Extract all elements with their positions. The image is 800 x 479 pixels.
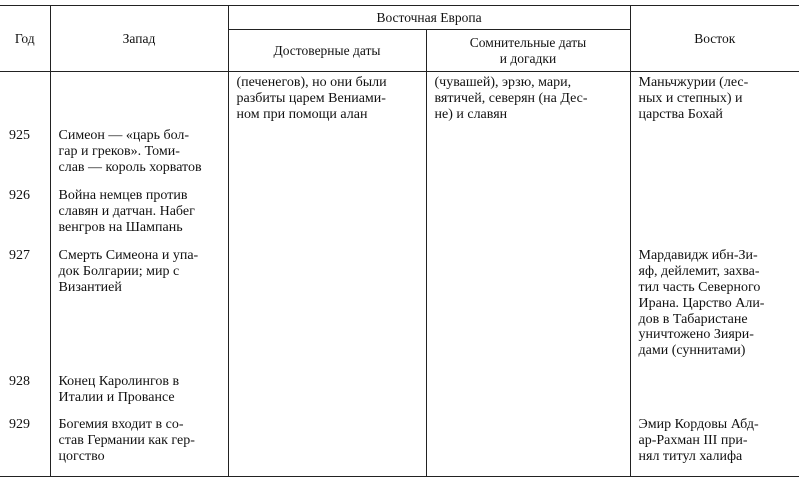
reliable-dates-cell <box>228 125 426 185</box>
header-doubtful-dates: Сомнительные даты и догадки <box>426 30 630 72</box>
table-row <box>0 72 799 126</box>
year-cell: 925 <box>0 125 50 185</box>
west-cell: Симеон — «царь бол- гар и греков». Томи- слав — король хорватов <box>50 125 228 185</box>
table-body <box>0 72 799 477</box>
reliable-dates-cell <box>228 414 426 476</box>
west-cell: Смерть Симеона и упа- док Болгарии; мир с Византией <box>50 245 228 371</box>
doubtful-dates-cell <box>426 125 630 185</box>
east-cell: Эмир Кордовы Абд- ар-Рахман III при- нял титул халифа <box>630 414 799 476</box>
table-row <box>0 245 799 371</box>
header-east: Восток <box>630 6 799 72</box>
reliable-dates-cell: (печенегов), но они были разбиты царем Вениами- ном при помощи алан <box>228 72 426 126</box>
west-cell <box>50 72 228 126</box>
east-cell: Мардавидж ибн-Зи- яф, дейлемит, захва- тил часть Северного Ирана. Царство Али- дов в Табаристане уничтожено Зияри- дами (суннитами) <box>630 245 799 371</box>
header-year: Год <box>0 6 50 72</box>
east-cell <box>630 371 799 414</box>
reliable-dates-cell <box>228 245 426 371</box>
table-row <box>0 371 799 414</box>
header-eastern-europe: Восточная Европа <box>228 6 630 30</box>
doubtful-dates-cell <box>426 245 630 371</box>
header-west: Запад <box>50 6 228 72</box>
table-row <box>0 414 799 476</box>
table-header <box>0 6 799 72</box>
doubtful-dates-cell: (чувашей), эрзю, мари, вятичей, северян (на Дес- не) и славян <box>426 72 630 126</box>
table-row <box>0 185 799 245</box>
table-row <box>0 125 799 185</box>
east-cell <box>630 125 799 185</box>
chronology-table <box>0 5 799 477</box>
doubtful-dates-cell <box>426 371 630 414</box>
doubtful-dates-cell <box>426 414 630 476</box>
doubtful-dates-cell <box>426 185 630 245</box>
reliable-dates-cell <box>228 371 426 414</box>
reliable-dates-cell <box>228 185 426 245</box>
year-cell: 928 <box>0 371 50 414</box>
west-cell: Конец Каролингов в Италии и Провансе <box>50 371 228 414</box>
year-cell: 927 <box>0 245 50 371</box>
west-cell: Богемия входит в со- став Германии как гер- цогство <box>50 414 228 476</box>
header-reliable-dates: Достоверные даты <box>228 30 426 72</box>
east-cell: Маньчжурии (лес- ных и степных) и царства Бохай <box>630 72 799 126</box>
year-cell: 929 <box>0 414 50 476</box>
east-cell <box>630 185 799 245</box>
west-cell: Война немцев против славян и датчан. Набег венгров на Шампань <box>50 185 228 245</box>
year-cell <box>0 72 50 126</box>
year-cell: 926 <box>0 185 50 245</box>
